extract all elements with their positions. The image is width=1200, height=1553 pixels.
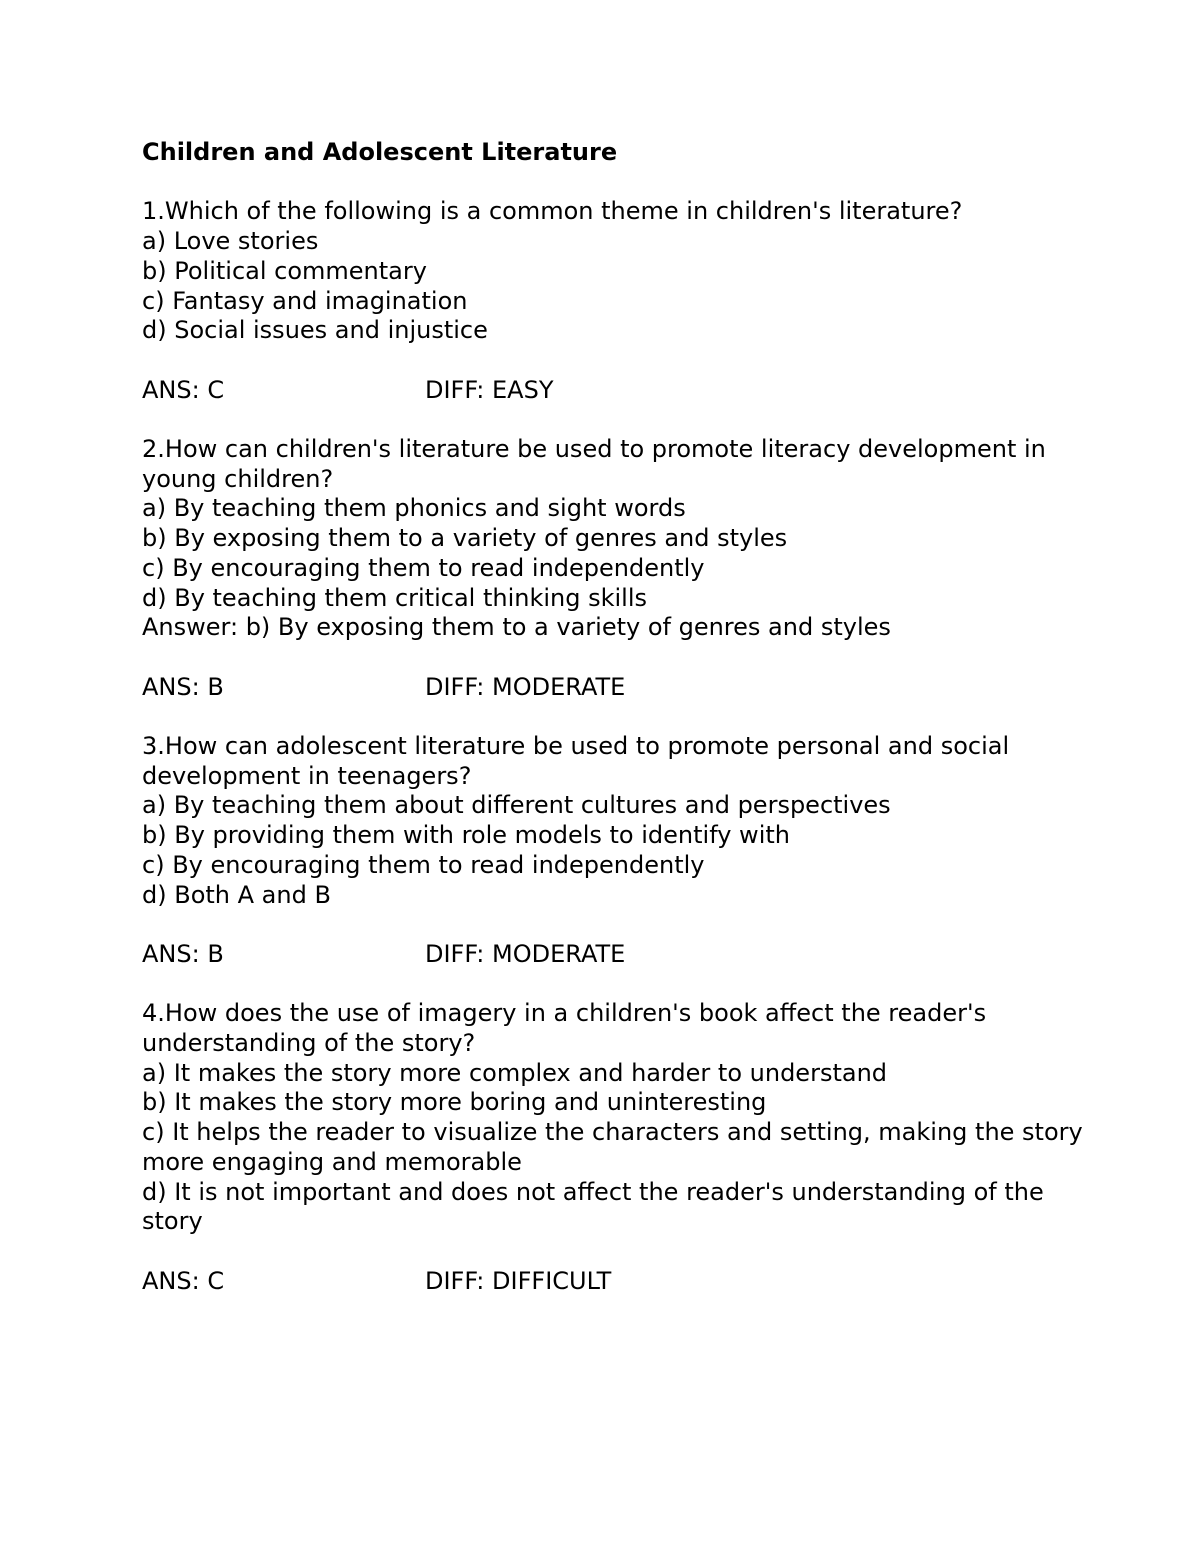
answer-row — [142, 673, 1102, 703]
option-a: a) It makes the story more complex and harder to understand — [142, 1058, 888, 1087]
question-2 — [142, 435, 1102, 702]
answer-row — [142, 376, 1102, 406]
option-c: c) By encouraging them to read independently — [142, 850, 705, 879]
option-b: b) It makes the story more boring and uninteresting — [142, 1088, 767, 1117]
option-a: a) By teaching them phonics and sight words — [142, 494, 686, 523]
question-stem: 4.How does the use of imagery in a children's book affect the reader's understanding of the story? — [142, 999, 994, 1057]
answer-key: ANS: B — [142, 672, 224, 701]
option-d: d) By teaching them critical thinking skills — [142, 583, 648, 612]
difficulty: DIFF: EASY — [425, 375, 554, 404]
option-a: a) By teaching them about different cultures and perspectives — [142, 791, 891, 820]
option-c: c) By encouraging them to read independently — [142, 553, 705, 582]
answer-row — [142, 1267, 1102, 1297]
option-d: d) Both A and B — [142, 880, 331, 909]
document-page — [142, 138, 1102, 1326]
answer-key: ANS: B — [142, 939, 224, 968]
option-d: d) Social issues and injustice — [142, 316, 488, 345]
answer-row — [142, 940, 1102, 970]
difficulty: DIFF: MODERATE — [425, 672, 626, 701]
option-b: b) Political commentary — [142, 256, 427, 285]
option-c: c) It helps the reader to visualize the characters and setting, making the story more engaging and memorable — [142, 1118, 1091, 1176]
answer-key: ANS: C — [142, 375, 225, 404]
question-3 — [142, 732, 1102, 970]
option-b: b) By exposing them to a variety of genres and styles — [142, 524, 788, 553]
option-b: b) By providing them with role models to identify with — [142, 821, 790, 850]
document-title: Children and Adolescent Literature — [142, 138, 618, 166]
question-stem: 1.Which of the following is a common theme in children's literature? — [142, 197, 963, 226]
option-d: d) It is not important and does not affect the reader's understanding of the story — [142, 1177, 1052, 1236]
difficulty: DIFF: DIFFICULT — [425, 1266, 612, 1295]
option-a: a) Love stories — [142, 227, 319, 256]
question-4 — [142, 999, 1102, 1296]
answer-note: Answer: b) By exposing them to a variety of genres and styles — [142, 613, 891, 642]
option-c: c) Fantasy and imagination — [142, 286, 468, 315]
question-stem: 2.How can children's literature be used to promote literacy development in young children? — [142, 434, 1054, 493]
answer-key: ANS: C — [142, 1266, 225, 1295]
question-stem: 3.How can adolescent literature be used to promote personal and social development in teenagers? — [142, 731, 1017, 790]
question-1 — [142, 197, 1102, 405]
difficulty: DIFF: MODERATE — [425, 939, 626, 968]
